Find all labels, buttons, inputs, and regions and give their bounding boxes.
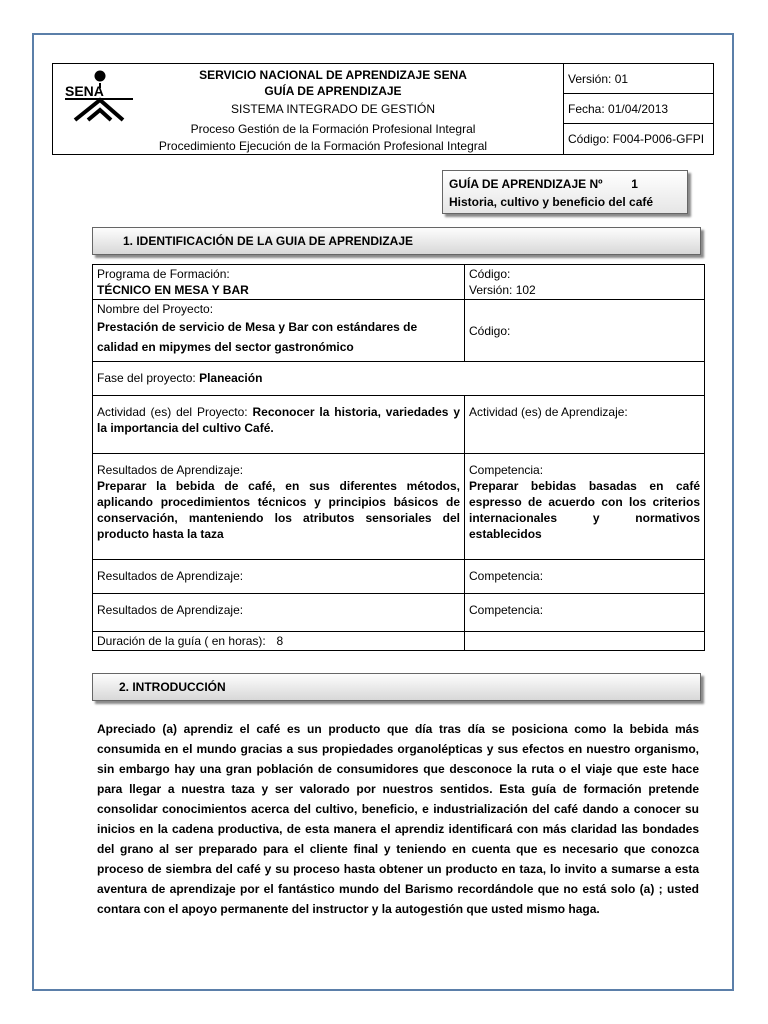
table-row [93, 300, 704, 362]
introduction-paragraph: Apreciado (a) aprendiz el café es un producto que día tras día se posiciona como la bebida más consumida en el mundo gracias a sus propiedades organolépticas y sus efectos en nuestro organismo, sin embargo hay una gran población de consumidores que desconoce la ruta o el viaje que este hace para llegar a nuestra taza y ser valorado por nuestros sentidos. Esta guía de formación pretende consolidar conocimientos acerca del cultivo, beneficio, e industrialización del café dando a conocer su inicios en la cadena productiva, de esta manera el aprendiz identificará con más claridad las bondades del grano al ser preparado para el cliente final y teniendo en cuenta que es necesario que conozca proceso de siembra del café y su proceso hasta obtener un producto en taza, lo invito a sumarse a esta aventura de aprendizaje por el fantástico mundo del Barismo recordándole que no está solo (a) ; usted contara con el apoyo permanente del instructor y la autogestión que usted mismo haga. [97, 722, 699, 916]
project-label: Nombre del Proyecto: [97, 302, 214, 316]
results-value-1: Preparar la bebida de café, en sus diferentes métodos, aplicando procedimientos técnicos y principios básicos de conservación, manteniendo los atributos sensoriales del producto hasta la taza [97, 479, 460, 541]
table-row [93, 454, 704, 560]
activity-value: Reconocer la historia, variedades y la importancia del cultivo Café. [97, 405, 461, 435]
duration-value: 8 [276, 634, 284, 648]
table-row [93, 265, 704, 300]
header-date: Fecha: 01/04/2013 [563, 94, 713, 124]
learning-activity-label: Actividad (es) de Aprendizaje: [469, 405, 628, 419]
guide-title: Historia, cultivo y beneficio del café [449, 195, 654, 209]
header-procedure: Procedimiento Ejecución de la Formación Profesional Integral [158, 139, 488, 153]
header-org: SERVICIO NACIONAL DE APRENDIZAJE SENA [199, 68, 467, 82]
program-value: TÉCNICO EN MESA Y BAR [97, 283, 249, 297]
header-code: Código: F004-P006-GFPI [568, 132, 705, 146]
project-value: Prestación de servicio de Mesa y Bar con estándares de calidad en mipymes del sector gastronómico [97, 320, 418, 354]
header-title-cell [53, 64, 564, 154]
guide-number: 1 [631, 177, 638, 191]
table-row [93, 362, 704, 396]
competence-label-2: Competencia: [469, 569, 544, 583]
competence-value-1: Preparar bebidas basadas en café espresso de acuerdo con los criterios internacionales y normativos establecidos [469, 479, 700, 541]
header-doc-type: GUÍA DE APRENDIZAJE [264, 84, 402, 98]
guide-label: GUÍA DE APRENDIZAJE Nº [449, 177, 603, 191]
program-version: Versión: 102 [469, 283, 536, 297]
table-row [93, 560, 704, 594]
results-label-1: Resultados de Aprendizaje: [97, 463, 244, 477]
results-label-3: Resultados de Aprendizaje: [97, 603, 244, 617]
competence-label-3: Competencia: [469, 603, 544, 617]
header-process: Proceso Gestión de la Formación Profesional Integral [190, 122, 476, 136]
program-label: Programa de Formación: [97, 267, 230, 281]
header-version: Versión: 01 [563, 64, 713, 94]
program-code-label: Código: [469, 267, 511, 281]
identification-table [92, 264, 705, 651]
sena-logo-text: SENA [65, 83, 104, 99]
table-row [93, 632, 704, 650]
table-row [93, 396, 704, 454]
phase-label: Fase del proyecto: [97, 371, 196, 385]
project-code-label: Código: [469, 323, 511, 338]
header-system: SISTEMA INTEGRADO DE GESTIÓN [230, 102, 436, 116]
table-row [93, 594, 704, 632]
activity-label: Actividad (es) del Proyecto: [97, 405, 248, 419]
section-1-heading: 1. IDENTIFICACIÓN DE LA GUIA DE APRENDIZAJE [92, 227, 701, 255]
duration-label: Duración de la guía ( en horas): [97, 634, 266, 648]
document-header [52, 63, 714, 155]
results-label-2: Resultados de Aprendizaje: [97, 569, 244, 583]
competence-label-1: Competencia: [469, 463, 544, 477]
guide-label-line [449, 175, 681, 193]
phase-value: Planeación [199, 371, 263, 385]
guide-title-box [442, 170, 688, 214]
section-2-heading: 2. INTRODUCCIÓN [92, 673, 701, 701]
header-meta-cell [563, 64, 713, 154]
